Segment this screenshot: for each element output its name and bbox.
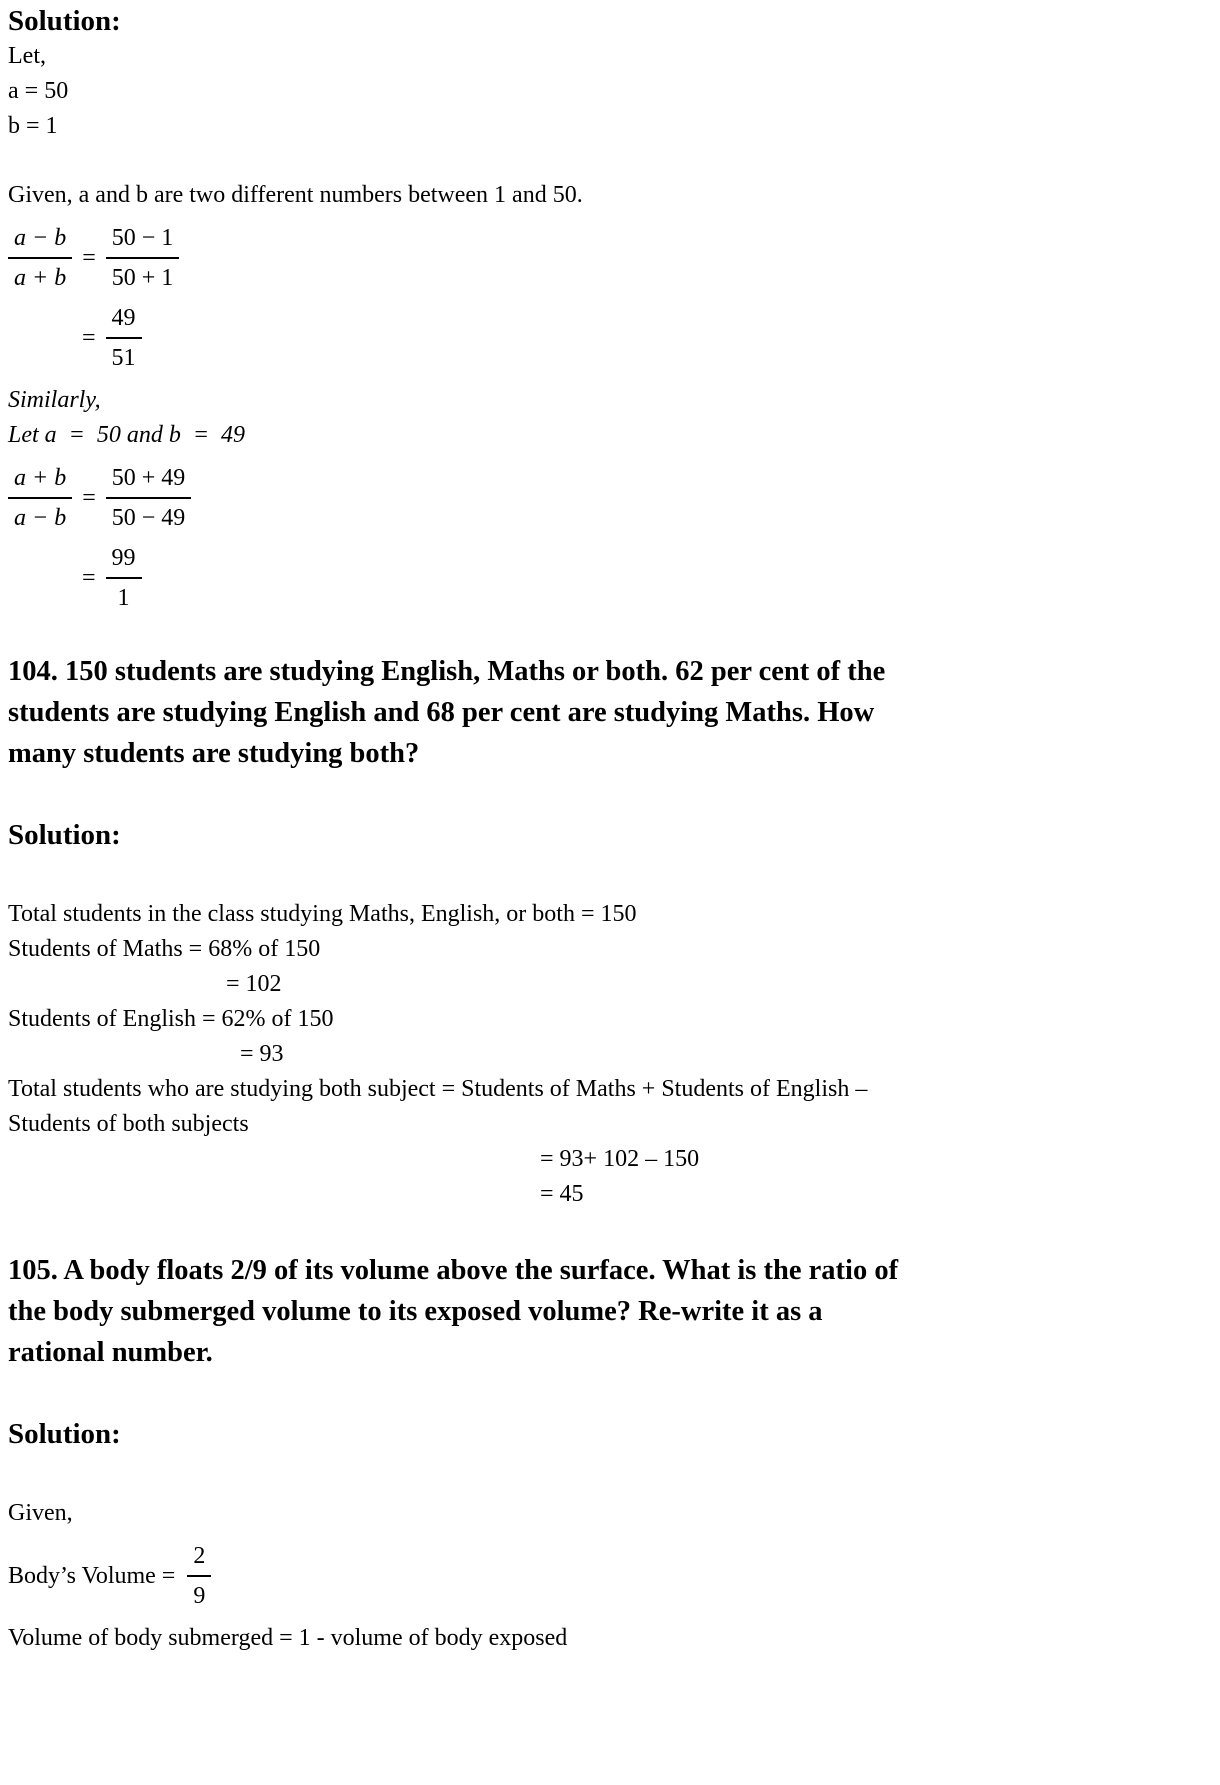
equation-2-result: [72, 543, 1070, 613]
fraction-numerator: 2: [187, 1541, 211, 1577]
text-line: Similarly,: [8, 387, 101, 413]
fraction: [106, 303, 142, 373]
question-105: [8, 1250, 1070, 1373]
fraction-numerator: 99: [106, 543, 142, 579]
text-line: Given, a and b are two different numbers between 1 and 50.: [8, 182, 583, 208]
text-line: Volume of body submerged = 1 - volume of body exposed: [8, 1625, 568, 1651]
fraction: [106, 543, 142, 613]
equation-2: [8, 463, 1070, 533]
fraction: [106, 223, 180, 293]
text-line: = 102: [226, 971, 282, 997]
text-line: Students of both subjects: [8, 1111, 249, 1137]
fraction: [106, 463, 192, 533]
fraction-denominator: 9: [193, 1583, 206, 1609]
fraction-denominator: a + b: [14, 265, 67, 291]
fraction-numerator: a + b: [8, 463, 72, 499]
equals-sign: =: [82, 325, 96, 351]
question-line: rational number.: [8, 1337, 213, 1368]
fraction-denominator: 50 + 1: [111, 265, 174, 291]
solution-heading: Solution:: [8, 1418, 121, 1450]
text-line: Students of Maths = 68% of 150: [8, 936, 321, 962]
fraction-numerator: 50 − 1: [106, 223, 180, 259]
text-line: Given,: [8, 1500, 73, 1526]
text-line: Let,: [8, 43, 46, 69]
body-volume-label: Body’s Volume =: [8, 1563, 176, 1589]
question-line: 105. A body floats 2/9 of its volume above the surface. What is the ratio of: [8, 1255, 899, 1286]
fraction-denominator: 50 − 49: [111, 505, 186, 531]
text-line: = 45: [540, 1181, 584, 1207]
question-line: students are studying English and 68 per cent are studying Maths. How: [8, 697, 875, 728]
equals-sign: =: [82, 485, 96, 511]
fraction: [8, 463, 72, 533]
text-line: Total students in the class studying Maths, English, or both = 150: [8, 901, 637, 927]
equation-1-result: [72, 303, 1070, 373]
fraction-denominator: a − b: [14, 505, 67, 531]
fraction: [8, 223, 72, 293]
equals-sign: =: [82, 245, 96, 271]
body-volume-equation: [8, 1541, 1070, 1611]
fraction-denominator: 1: [117, 585, 130, 611]
question-line: 104. 150 students are studying English, Maths or both. 62 per cent of the: [8, 656, 886, 687]
question-line: the body submerged volume to its exposed volume? Re-write it as a: [8, 1296, 823, 1327]
question-line: many students are studying both?: [8, 738, 420, 769]
fraction-numerator: 49: [106, 303, 142, 339]
fraction-denominator: 51: [111, 345, 136, 371]
text-line: b = 1: [8, 113, 58, 139]
fraction-numerator: a − b: [8, 223, 72, 259]
text-line: Let a = 50 and b = 49: [8, 422, 246, 448]
question-104: [8, 651, 1070, 774]
text-line: Total students who are studying both subject = Students of Maths + Students of English –: [8, 1076, 868, 1102]
text-line: a = 50: [8, 78, 69, 104]
fraction: [187, 1541, 211, 1611]
equation-1: [8, 223, 1070, 293]
text-line: = 93: [240, 1041, 284, 1067]
text-line: Students of English = 62% of 150: [8, 1006, 334, 1032]
solution-heading: Solution:: [8, 5, 121, 37]
solution-heading: Solution:: [8, 819, 121, 851]
fraction-numerator: 50 + 49: [106, 463, 192, 499]
text-line: = 93+ 102 – 150: [540, 1146, 700, 1172]
equals-sign: =: [82, 565, 96, 591]
